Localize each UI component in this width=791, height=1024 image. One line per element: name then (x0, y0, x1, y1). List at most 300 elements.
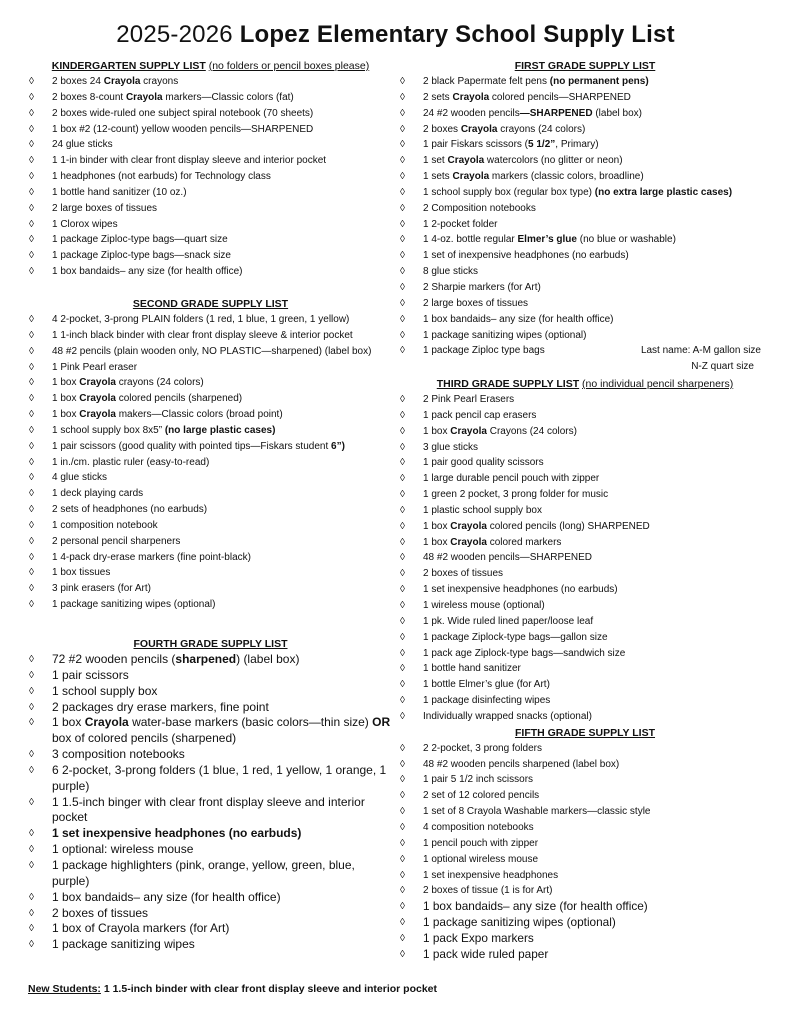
new-students-text: 1 1.5-inch binder with clear front display sleeve and interior pocket (100, 983, 438, 995)
item-text-bold: 6”) (331, 440, 345, 452)
diamond-outline-icon: ◊ (400, 536, 405, 548)
item-text: colored markers (486, 536, 562, 548)
diamond-outline-icon: ◊ (400, 774, 405, 786)
left-column (28, 58, 393, 953)
diamond-outline-icon: ◊ (29, 107, 34, 119)
list-item (399, 582, 771, 598)
list-item (28, 375, 393, 391)
item-text: 1 Pink Pearl eraser (52, 361, 138, 373)
diamond-outline-icon: ◊ (29, 91, 34, 103)
item-text: 2 boxes 8-count (52, 91, 126, 103)
item-text: colored pencils—SHARPENED (489, 91, 631, 103)
diamond-outline-icon: ◊ (29, 599, 34, 611)
item-text: 1 set inexpensive headphones (423, 869, 559, 881)
item-text: 24 glue sticks (52, 139, 113, 151)
diamond-outline-icon: ◊ (29, 456, 34, 468)
list-item (28, 248, 393, 264)
list-item (28, 842, 393, 858)
item-text: 1 pack wide ruled paper (423, 946, 549, 961)
item-text: 1 Clorox wipes (52, 218, 118, 230)
item-text: 1 box (52, 715, 85, 730)
item-text: 1 box (423, 520, 451, 532)
item-text: box of colored pencils (sharpened) (52, 731, 237, 746)
item-text: 1 wireless mouse (optional) (423, 600, 545, 611)
kindergarten-note: (no folders or pencil boxes please) (208, 60, 370, 72)
list-item (399, 836, 771, 852)
item-text: 1 school supply box (52, 683, 158, 698)
item-text: 4 composition notebooks (423, 821, 534, 833)
diamond-outline-icon: ◊ (29, 891, 34, 903)
list-item (399, 646, 771, 662)
item-text: 1 optional: wireless mouse (52, 842, 194, 857)
first-grade-section (399, 58, 771, 375)
item-text: 1 pair good quality scissors (423, 457, 544, 469)
item-text: 1 box tissues (52, 567, 111, 579)
title-school: Lopez Elementary School Supply List (239, 21, 675, 48)
list-item (399, 788, 771, 804)
diamond-outline-icon: ◊ (400, 758, 405, 770)
diamond-outline-icon: ◊ (29, 393, 34, 405)
list-item (399, 883, 771, 899)
list-item (28, 106, 393, 122)
item-text-bold: Crayola (79, 393, 116, 405)
list-item (399, 217, 771, 233)
list-item (399, 598, 771, 614)
diamond-outline-icon: ◊ (400, 234, 405, 246)
fourth-grade-title-text: FOURTH GRADE SUPPLY LIST (133, 638, 288, 650)
diamond-outline-icon: ◊ (29, 907, 34, 919)
item-text: 1 school supply box 8x5” (52, 424, 165, 436)
right-column (399, 58, 771, 963)
list-item (399, 296, 771, 312)
list-item (28, 518, 393, 534)
item-text: 1 pack age Ziplock-type bags—sandwich size (423, 647, 626, 659)
list-item (28, 700, 393, 716)
item-text: 1 set of 8 Crayola Washable markers—classic style (423, 806, 651, 818)
list-item (28, 470, 393, 486)
diamond-outline-icon: ◊ (400, 409, 405, 421)
diamond-outline-icon: ◊ (400, 821, 405, 833)
list-item (28, 597, 393, 613)
ziploc-label: 1 package Ziploc type bags (423, 345, 545, 357)
diamond-outline-icon: ◊ (400, 281, 405, 293)
item-text: 1 package Ziplock-type bags—gallon size (423, 631, 608, 643)
item-text-bold: Crayola (103, 76, 141, 87)
diamond-outline-icon: ◊ (400, 313, 405, 325)
list-item (399, 868, 771, 884)
list-item (28, 74, 393, 90)
diamond-outline-icon: ◊ (29, 139, 34, 151)
item-text: 3 pink erasers (for Art) (52, 583, 151, 595)
list-item (28, 232, 393, 248)
list-item (399, 169, 771, 185)
item-text: 1 package Ziploc-type bags—quart size (52, 234, 228, 246)
item-text: 1 set (423, 155, 448, 167)
diamond-outline-icon: ◊ (29, 583, 34, 595)
diamond-outline-icon: ◊ (29, 266, 34, 278)
diamond-outline-icon: ◊ (29, 361, 34, 373)
diamond-outline-icon: ◊ (29, 939, 34, 951)
list-item (399, 328, 771, 344)
third-grade-title-text: THIRD GRADE SUPPLY LIST (436, 378, 580, 391)
first-grade-list (399, 74, 771, 343)
kindergarten-title (28, 58, 393, 74)
item-text: 1 box (52, 377, 80, 389)
item-text: 1 pair scissors (52, 667, 129, 682)
item-text-bold: OR (372, 715, 391, 730)
first-grade-ziploc (399, 343, 771, 359)
item-text: 2 set of 12 colored pencils (423, 790, 540, 802)
diamond-outline-icon: ◊ (400, 520, 405, 532)
list-item (399, 137, 771, 153)
item-text: 24 #2 wooden pencils (423, 107, 520, 119)
list-item (28, 185, 393, 201)
diamond-outline-icon: ◊ (29, 250, 34, 262)
list-item (28, 684, 393, 700)
diamond-outline-icon: ◊ (400, 266, 405, 278)
list-item (28, 921, 393, 937)
new-students-note (28, 983, 437, 995)
diamond-outline-icon: ◊ (400, 631, 405, 643)
item-text: 1 1-in binder with clear front display sleeve and interior pocket (52, 155, 327, 167)
list-item (399, 440, 771, 456)
first-grade-title-text: FIRST GRADE SUPPLY LIST (514, 60, 656, 72)
list-item (399, 772, 771, 788)
item-text: 2 large boxes of tissues (52, 202, 158, 214)
item-text: 8 glue sticks (423, 266, 479, 278)
item-text: 1 deck playing cards (52, 488, 144, 500)
diamond-outline-icon: ◊ (400, 425, 405, 437)
item-text-bold: Crayola (447, 155, 485, 167)
diamond-outline-icon: ◊ (400, 473, 405, 485)
item-text: colored pencils (long) SHARPENED (486, 520, 650, 532)
item-text: 1 box bandaids– any size (for health office) (52, 889, 281, 904)
ziploc-note-am: Last name: A-M gallon size (640, 345, 761, 357)
title-year: 2025-2026 (116, 21, 233, 48)
diamond-outline-icon: ◊ (400, 663, 405, 675)
list-item (399, 201, 771, 217)
diamond-outline-icon: ◊ (400, 76, 405, 87)
diamond-outline-icon: ◊ (29, 424, 34, 436)
item-text: 1 box (52, 409, 80, 421)
item-text: crayons (140, 76, 179, 87)
diamond-outline-icon: ◊ (400, 250, 405, 262)
item-text: 1 pk. Wide ruled lined paper/loose leaf (423, 615, 594, 627)
item-text: 1 pencil pouch with zipper (423, 837, 539, 849)
item-text: Individually wrapped snacks (optional) (423, 710, 592, 722)
item-text: 1 school supply box (regular box type) (423, 186, 595, 198)
diamond-outline-icon: ◊ (400, 186, 405, 198)
item-text-bold: (no permanent pens) (549, 76, 649, 87)
list-item (399, 471, 771, 487)
item-text: 1 package sanitizing wipes (52, 937, 195, 952)
list-item (28, 217, 393, 233)
item-text: 1 bottle hand sanitizer (423, 663, 521, 675)
third-grade-list (399, 392, 771, 725)
item-text: 1 box bandaids– any size (for health office) (52, 266, 243, 278)
diamond-outline-icon: ◊ (400, 91, 405, 103)
list-item (399, 392, 771, 408)
item-text: 4 2-pocket, 3-prong PLAIN folders (1 red, 1 blue, 1 green, 1 yellow) (52, 313, 350, 325)
item-text: 1 1.5-inch binger with clear front display sleeve and interior pocket (52, 794, 365, 825)
item-text: 2 boxes of tissues (423, 568, 504, 580)
diamond-outline-icon: ◊ (400, 695, 405, 707)
diamond-outline-icon: ◊ (29, 504, 34, 516)
list-item (28, 937, 393, 953)
list-item (28, 534, 393, 550)
item-text: crayons (24 colors) (115, 377, 204, 389)
item-text: 2 sets (423, 91, 453, 103)
item-text: markers—Classic colors (fat) (162, 91, 294, 103)
list-item (28, 906, 393, 922)
item-text: 1 optional wireless mouse (423, 853, 539, 865)
item-text-bold: (no extra large plastic cases) (594, 186, 733, 198)
list-item (28, 90, 393, 106)
list-item (28, 550, 393, 566)
item-text: 1 package disinfecting wipes (423, 695, 551, 707)
list-item (399, 566, 771, 582)
fourth-grade-title (28, 636, 393, 652)
diamond-outline-icon: ◊ (400, 584, 405, 596)
diamond-outline-icon: ◊ (400, 600, 405, 611)
item-text-bold: Crayola (452, 171, 490, 183)
item-text: 48 #2 wooden pencils—SHARPENED (423, 552, 592, 564)
item-text: 1 package highlighters (pink, orange, yellow, green, blue, purple) (52, 857, 355, 888)
list-item (28, 455, 393, 471)
diamond-outline-icon: ◊ (29, 440, 34, 452)
list-item (399, 535, 771, 551)
list-item (399, 90, 771, 106)
ziploc-note-nz: N-Z quart size (691, 361, 754, 373)
item-text: 1 package sanitizing wipes (optional) (423, 915, 616, 930)
diamond-outline-icon: ◊ (400, 790, 405, 802)
diamond-outline-icon: ◊ (29, 701, 34, 713)
item-text: 1 in./cm. plastic ruler (easy-to-read) (52, 456, 210, 468)
diamond-outline-icon: ◊ (29, 923, 34, 935)
item-text-bold: Crayola (125, 91, 163, 103)
kindergarten-title-text: KINDERGARTEN SUPPLY LIST (51, 60, 206, 72)
diamond-outline-icon: ◊ (400, 123, 405, 135)
diamond-outline-icon: ◊ (29, 76, 34, 87)
list-item (399, 264, 771, 280)
fifth-grade-title (399, 725, 771, 741)
second-grade-section (28, 296, 393, 613)
list-item (28, 169, 393, 185)
list-item (399, 248, 771, 264)
item-text-bold: Crayola (460, 123, 498, 135)
diamond-outline-icon: ◊ (400, 568, 405, 580)
list-item (399, 614, 771, 630)
list-item (399, 343, 771, 359)
fifth-grade-section (399, 725, 771, 963)
item-text: 2 sets of headphones (no earbuds) (52, 504, 208, 516)
list-item (28, 747, 393, 763)
item-text: , Primary) (555, 139, 599, 151)
diamond-outline-icon: ◊ (400, 932, 405, 944)
item-text: 1 set of inexpensive headphones (no earbuds) (423, 250, 629, 262)
list-item (399, 852, 771, 868)
item-text-bold: Crayola (452, 91, 490, 103)
list-item (399, 312, 771, 328)
diamond-outline-icon: ◊ (29, 669, 34, 681)
item-text: 2 boxes wide-ruled one subject spiral notebook (70 sheets) (52, 107, 314, 119)
item-text-bold: sharpened (175, 652, 237, 666)
diamond-outline-icon: ◊ (400, 139, 405, 151)
item-text: 1 package sanitizing wipes (optional) (423, 329, 587, 341)
item-text-bold: Crayola (450, 425, 487, 437)
item-text-bold: Crayola (79, 409, 116, 421)
list-item (28, 565, 393, 581)
diamond-outline-icon: ◊ (400, 218, 405, 230)
list-item (28, 153, 393, 169)
item-text: 1 pair 5 1/2 inch scissors (423, 774, 534, 786)
diamond-outline-icon: ◊ (29, 202, 34, 214)
item-text: 3 glue sticks (423, 441, 479, 453)
diamond-outline-icon: ◊ (400, 297, 405, 309)
list-item (28, 264, 393, 280)
list-item (28, 201, 393, 217)
list-item (399, 693, 771, 709)
third-grade-section (399, 376, 771, 725)
diamond-outline-icon: ◊ (29, 796, 34, 808)
list-item (28, 668, 393, 684)
third-grade-note: (no individual pencil sharpeners) (582, 378, 734, 391)
diamond-outline-icon: ◊ (400, 901, 405, 913)
list-item (399, 915, 771, 931)
item-text: 2 boxes 24 (52, 76, 104, 87)
diamond-outline-icon: ◊ (29, 171, 34, 183)
list-item (399, 741, 771, 757)
list-item (399, 424, 771, 440)
item-text-bold: 1 set inexpensive headphones (no earbuds) (52, 826, 302, 841)
kindergarten-list (28, 74, 393, 280)
item-text: 1 1-inch black binder with clear front display sleeve & interior pocket (52, 329, 353, 341)
diamond-outline-icon: ◊ (400, 679, 405, 691)
list-item (399, 661, 771, 677)
item-text-bold: Crayola (450, 520, 487, 532)
item-text: 2 personal pencil sharpeners (52, 535, 181, 547)
diamond-outline-icon: ◊ (400, 171, 405, 183)
item-text: 1 plastic school supply box (423, 504, 542, 516)
diamond-outline-icon: ◊ (29, 844, 34, 856)
item-text: (no blue or washable) (576, 234, 676, 246)
item-text-bold: 5 1/2” (528, 139, 556, 151)
item-text: 1 box (52, 393, 80, 405)
item-text: 1 headphones (not earbuds) for Technology class (52, 171, 271, 183)
diamond-outline-icon: ◊ (400, 329, 405, 341)
diamond-outline-icon: ◊ (400, 504, 405, 516)
list-item (399, 899, 771, 915)
item-text: 2 boxes of tissue (1 is for Art) (423, 885, 553, 897)
item-text: 1 package sanitizing wipes (optional) (52, 599, 216, 611)
list-item (28, 312, 393, 328)
list-item (28, 581, 393, 597)
list-item (28, 502, 393, 518)
diamond-outline-icon: ◊ (29, 377, 34, 389)
item-text: Crayons (24 colors) (486, 425, 577, 437)
list-item (399, 931, 771, 947)
item-text: 2 Sharpie markers (for Art) (423, 281, 541, 293)
diamond-outline-icon: ◊ (29, 345, 34, 357)
list-item (28, 423, 393, 439)
item-text: 1 large durable pencil pouch with zipper (423, 473, 600, 485)
list-item (399, 630, 771, 646)
list-item (399, 677, 771, 693)
list-item (28, 486, 393, 502)
diamond-outline-icon: ◊ (400, 917, 405, 929)
diamond-outline-icon: ◊ (400, 457, 405, 469)
kindergarten-section (28, 58, 393, 280)
second-grade-list (28, 312, 393, 613)
list-item (28, 826, 393, 842)
list-item (399, 947, 771, 963)
diamond-outline-icon: ◊ (400, 155, 405, 167)
diamond-outline-icon: ◊ (29, 186, 34, 198)
item-text-bold: Elmer’s glue (517, 234, 577, 246)
diamond-outline-icon: ◊ (29, 749, 34, 761)
list-item (28, 407, 393, 423)
page-title (0, 18, 791, 52)
diamond-outline-icon: ◊ (400, 647, 405, 659)
list-item (28, 328, 393, 344)
item-text: 3 composition notebooks (52, 747, 185, 762)
list-item (399, 709, 771, 725)
list-item (28, 652, 393, 668)
item-text: 1 pair Fiskars scissors ( (423, 139, 529, 151)
item-text-bold: Crayola (79, 377, 116, 389)
list-item (28, 439, 393, 455)
list-item (399, 74, 771, 90)
diamond-outline-icon: ◊ (29, 764, 34, 776)
diamond-outline-icon: ◊ (400, 885, 405, 897)
diamond-outline-icon: ◊ (29, 155, 34, 167)
list-item (399, 408, 771, 424)
item-text: 1 2-pocket folder (423, 218, 498, 230)
diamond-outline-icon: ◊ (29, 519, 34, 531)
item-text: (label box) (592, 107, 643, 119)
item-text: 1 4-pack dry-erase markers (fine point-black) (52, 551, 251, 563)
diamond-outline-icon: ◊ (29, 409, 34, 421)
list-item (399, 153, 771, 169)
item-text: 2 boxes of tissues (52, 905, 149, 920)
second-grade-title (28, 296, 393, 312)
fourth-grade-section (28, 636, 393, 953)
diamond-outline-icon: ◊ (400, 869, 405, 881)
item-text: 1 sets (423, 171, 453, 183)
item-text: 1 box #2 (12-count) yellow wooden pencils—SHARPENED (52, 123, 314, 135)
item-text: 1 green 2 pocket, 3 prong folder for music (423, 489, 609, 501)
list-item (399, 232, 771, 248)
item-text: markers (classic colors, broadline) (489, 171, 644, 183)
diamond-outline-icon: ◊ (400, 615, 405, 627)
list-item (399, 185, 771, 201)
diamond-outline-icon: ◊ (400, 441, 405, 453)
list-item (399, 106, 771, 122)
list-item (28, 795, 393, 827)
diamond-outline-icon: ◊ (400, 107, 405, 119)
item-text: 48 #2 pencils (plain wooden only, NO PLASTIC—sharpened) (label box) (52, 345, 372, 357)
item-text: 1 pack Expo markers (423, 930, 534, 945)
diamond-outline-icon: ◊ (400, 202, 405, 214)
diamond-outline-icon: ◊ (29, 654, 34, 665)
item-text: 1 bottle Elmer’s glue (for Art) (423, 679, 550, 691)
item-text-bold: (no large plastic cases) (164, 424, 276, 436)
item-text: 2 black Papermate felt pens (423, 76, 550, 87)
item-text: 48 #2 wooden pencils sharpened (label box) (423, 758, 620, 770)
list-item (399, 455, 771, 471)
item-text: 2 boxes (423, 123, 461, 135)
item-text: 72 #2 wooden pencils ( (52, 652, 176, 666)
